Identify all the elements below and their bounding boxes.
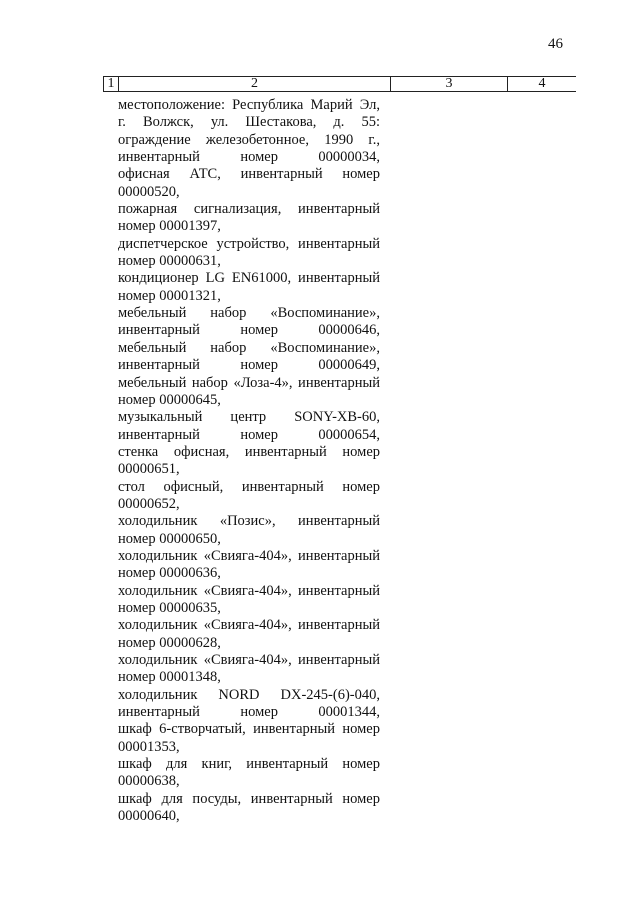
text-line: номер 00000631, bbox=[118, 253, 221, 270]
text-line: инвентарный номер 00000654, bbox=[118, 426, 380, 443]
text-line: номер 00000650, bbox=[118, 530, 221, 547]
text-line: холодильник «Позис», инвентарный bbox=[118, 513, 380, 530]
text-line: инвентарный номер 00000034, bbox=[118, 149, 380, 166]
text-line: ограждение железобетонное, 1990 г., bbox=[118, 131, 380, 148]
text-line: стенка офисная, инвентарный номер bbox=[118, 443, 380, 460]
text-line: номер 00001348, bbox=[118, 669, 221, 686]
text-line: номер 00000628, bbox=[118, 634, 221, 651]
column-header-3: 3 bbox=[391, 77, 508, 91]
asset-list-text bbox=[118, 97, 380, 825]
column-header-2: 2 bbox=[119, 77, 391, 91]
text-line: диспетчерское устройство, инвентарный bbox=[118, 235, 380, 252]
text-line: 00001353, bbox=[118, 738, 180, 755]
text-line: номер 00001321, bbox=[118, 287, 221, 304]
text-line: инвентарный номер 00000646, bbox=[118, 322, 380, 339]
text-line: холодильник «Свияга-404», инвентарный bbox=[118, 582, 380, 599]
column-header-4: 4 bbox=[538, 76, 546, 91]
text-line: холодильник «Свияга-404», инвентарный bbox=[118, 617, 380, 634]
text-line: 00000638, bbox=[118, 773, 180, 790]
page-number: 46 bbox=[548, 36, 563, 52]
text-line: шкаф 6-створчатый, инвентарный номер bbox=[118, 721, 380, 738]
column-header-1: 1 bbox=[104, 77, 119, 91]
text-line: инвентарный номер 00000649, bbox=[118, 357, 380, 374]
text-line: 00000652, bbox=[118, 495, 180, 512]
text-line: г. Волжск, ул. Шестакова, д. 55: bbox=[118, 114, 380, 131]
text-line: инвентарный номер 00001344, bbox=[118, 704, 380, 721]
text-line: стол офисный, инвентарный номер bbox=[118, 478, 380, 495]
text-line: холодильник NORD DX-245-(6)-040, bbox=[118, 686, 380, 703]
text-line: номер 00000635, bbox=[118, 599, 221, 616]
text-line: офисная АТС, инвентарный номер bbox=[118, 166, 380, 183]
text-line: 00000651, bbox=[118, 461, 180, 478]
text-line: 00000520, bbox=[118, 183, 180, 200]
text-line: шкаф для посуды, инвентарный номер bbox=[118, 790, 380, 807]
text-line: номер 00000645, bbox=[118, 391, 221, 408]
text-line: кондиционер LG EN61000, инвентарный bbox=[118, 270, 380, 287]
text-line: 00000640, bbox=[118, 808, 180, 825]
text-line: номер 00001397, bbox=[118, 218, 221, 235]
text-line: местоположение: Республика Марий Эл, bbox=[118, 97, 380, 113]
column-header-row bbox=[103, 76, 576, 92]
text-line: мебельный набор «Лоза-4», инвентарный bbox=[118, 374, 380, 391]
text-line: шкаф для книг, инвентарный номер bbox=[118, 756, 380, 773]
text-line: холодильник «Свияга-404», инвентарный bbox=[118, 652, 380, 668]
text-line: музыкальный центр SONY-XB-60, bbox=[118, 409, 380, 426]
text-line: мебельный набор «Воспоминание», bbox=[118, 305, 380, 322]
text-line: холодильник «Свияга-404», инвентарный bbox=[118, 547, 380, 564]
text-line: номер 00000636, bbox=[118, 565, 221, 582]
text-line: пожарная сигнализация, инвентарный bbox=[118, 201, 380, 218]
text-line: мебельный набор «Воспоминание», bbox=[118, 339, 380, 356]
